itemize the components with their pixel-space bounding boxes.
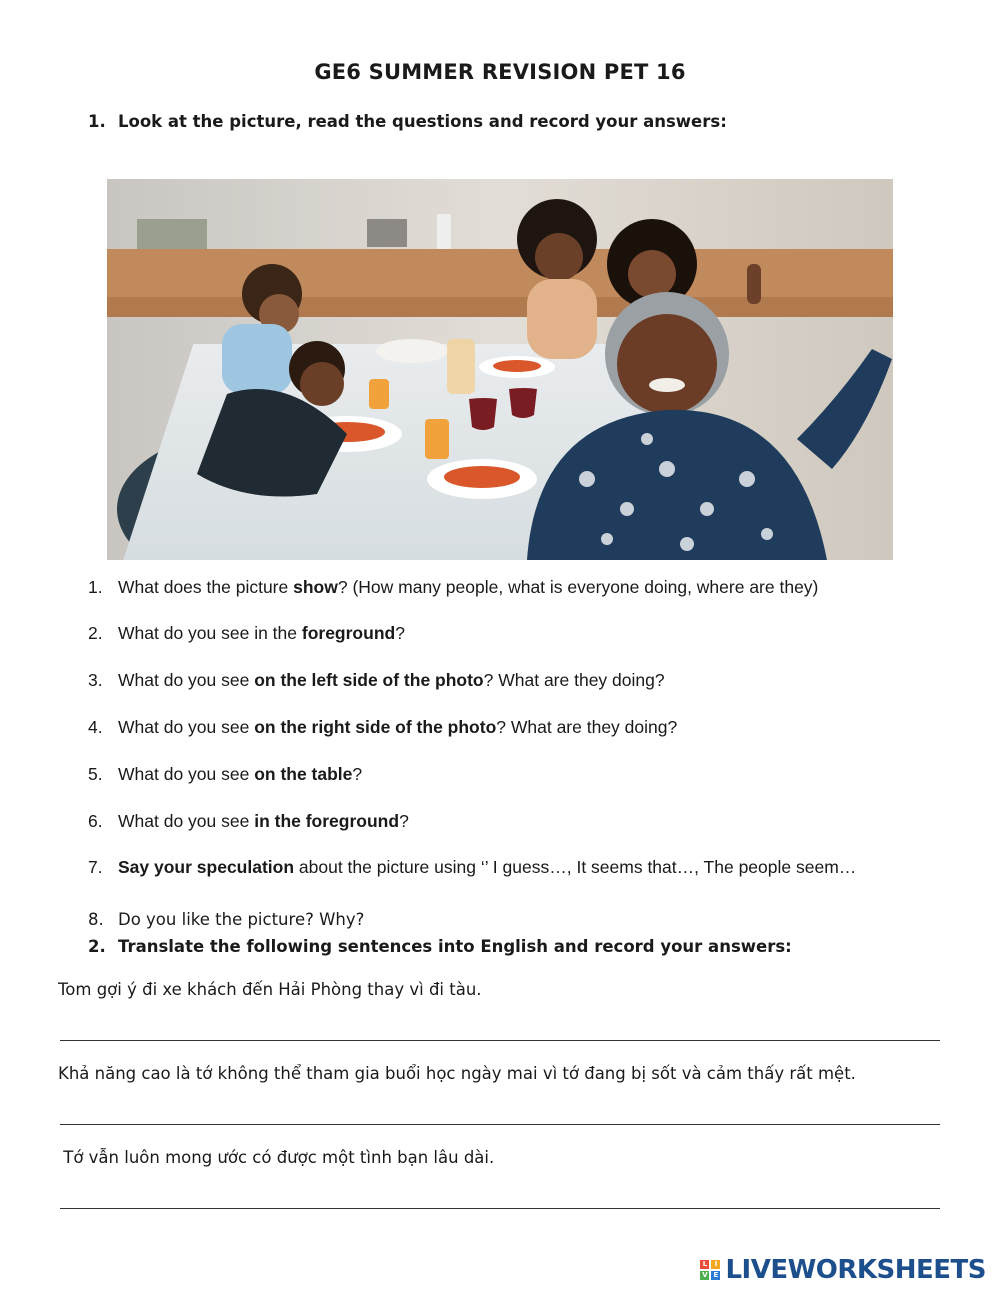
question-text: What do you see	[118, 717, 255, 737]
question-text: ?	[399, 811, 409, 831]
section-1-text: Look at the picture, read the questions and record your answers:	[118, 112, 727, 131]
family-dinner-photo	[107, 179, 893, 560]
question-text: about the picture using ‘’ I guess…, It seems that…, The people seem…	[294, 857, 857, 877]
question-item	[88, 857, 856, 878]
question-keyword: on the table	[254, 764, 353, 784]
question-text: What does the picture	[118, 577, 294, 597]
question-text: What do you see	[118, 811, 255, 831]
section-1-heading	[88, 112, 727, 131]
question-text: ?	[352, 764, 363, 784]
section-2-text: Translate the following sentences into English and record your answers:	[118, 937, 792, 956]
question-item	[88, 910, 364, 929]
liveworksheets-logo	[700, 1255, 986, 1285]
logo-badge	[700, 1260, 720, 1280]
section-1-number: 1.	[88, 112, 106, 131]
question-number: 4.	[88, 717, 103, 737]
logo-badge-letter: I	[711, 1260, 720, 1269]
question-number: 6.	[88, 811, 103, 831]
question-number: 1.	[88, 577, 103, 597]
logo-badge-letter: L	[700, 1260, 709, 1269]
question-text: ? (How many people, what is everyone doing, where are they)	[337, 577, 819, 597]
question-keyword: foreground	[301, 623, 396, 643]
answer-line[interactable]	[60, 1208, 940, 1209]
section-2-number: 2.	[88, 937, 106, 956]
logo-text: LIVEWORKSHEETS	[725, 1255, 986, 1285]
question-number: 7.	[88, 857, 103, 877]
question-text: What do you see in the	[118, 623, 302, 643]
question-item	[88, 623, 405, 644]
section-2-heading	[88, 937, 792, 956]
question-keyword: on the left side of the photo	[254, 670, 484, 690]
question-text: ? What are they doing?	[496, 717, 678, 737]
vietnamese-sentence: Tom gợi ý đi xe khách đến Hải Phòng thay vì đi tàu.	[58, 980, 482, 999]
logo-badge-letter: E	[711, 1271, 720, 1280]
question-text: ?	[395, 623, 405, 643]
question-text: Do you like the picture? Why?	[118, 910, 365, 929]
question-item	[88, 670, 665, 691]
vietnamese-sentence: Tớ vẫn luôn mong ước có được một tình bạn lâu dài.	[58, 1148, 495, 1167]
question-item	[88, 764, 362, 785]
question-item	[88, 717, 677, 738]
answer-line[interactable]	[60, 1124, 940, 1125]
vietnamese-sentence: Khả năng cao là tớ không thể tham gia buổi học ngày mai vì tớ đang bị sốt và cảm thấy rất mệt.	[58, 1064, 856, 1083]
question-keyword: in the foreground	[254, 811, 400, 831]
question-text: What do you see	[118, 764, 255, 784]
question-keyword: show	[293, 577, 338, 597]
question-text: What do you see	[118, 670, 255, 690]
answer-line[interactable]	[60, 1040, 940, 1041]
question-number: 3.	[88, 670, 103, 690]
question-number: 5.	[88, 764, 103, 784]
question-item	[88, 577, 818, 598]
logo-badge-letter: V	[702, 1271, 708, 1279]
question-number: 2.	[88, 623, 103, 643]
question-keyword: Say your speculation	[118, 857, 295, 877]
question-text: ? What are they doing?	[483, 670, 665, 690]
question-number: 8.	[88, 910, 104, 929]
page-title: GE6 SUMMER REVISION PET 16	[314, 60, 686, 84]
question-keyword: on the right side of the photo	[254, 717, 497, 737]
question-item	[88, 811, 409, 832]
